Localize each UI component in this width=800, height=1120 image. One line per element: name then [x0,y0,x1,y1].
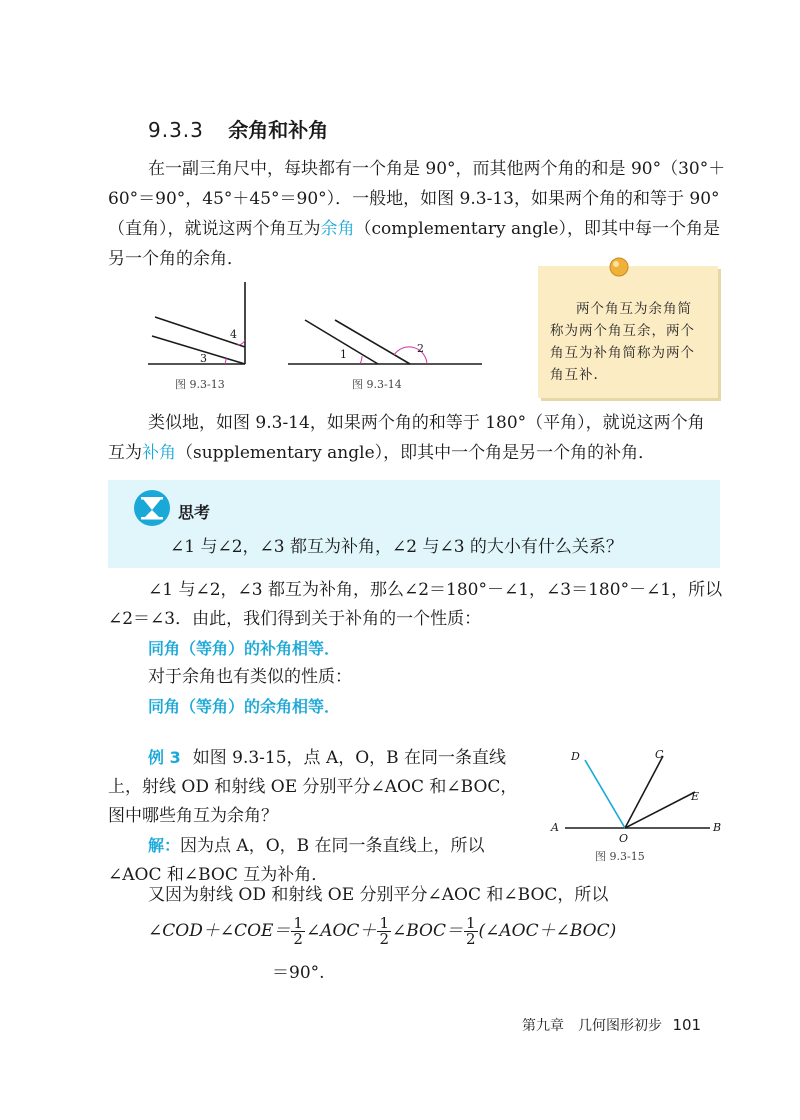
figures-13-14 [130,272,510,398]
solution-line-1 [108,831,538,861]
answer-line-1: ∠1 与∠2，∠3 都互为补角，那么∠2＝180°－∠1，∠3＝180°－∠1，所以 [148,580,723,600]
equation [148,913,616,949]
fraction-half-3 [464,916,478,947]
fig13-label-4: 4 [230,328,237,341]
fig15-label-C: C [655,748,664,761]
section-number: 9.3.3 [148,118,204,142]
fig14-label-2: 2 [417,342,424,355]
example-line-3: 图中哪些角互为余角？ [108,806,278,826]
frac-den: 2 [379,930,389,948]
frac-num: 1 [293,914,303,932]
eq-result: ＝90°. [272,963,325,983]
frac-num: 1 [379,914,389,932]
supp-line-2-post: （supplementary angle），即其中一个角是另一个角的补角． [176,443,656,463]
frac-den: 2 [465,930,476,948]
figure-9-3-15 [545,742,735,870]
frac-den: 2 [293,930,303,948]
fig14-label-1: 1 [340,348,347,361]
intro-line-3-pre: （直角），就说这两个角互为 [108,219,321,239]
fig15-label-E: E [691,790,700,803]
supp-line-1: 类似地，如图 9.3-14，如果两个角的和等于 180°（平角），就说这两个角 [148,413,705,433]
eq-part-2: ∠AOC＋ [305,921,377,941]
note-line-2: 称为两个角互余，两个 [550,323,695,339]
fig13-arc-3 [225,358,226,364]
fig15-label-O: O [619,832,629,845]
note-line-4: 角互补. [550,367,599,383]
fig14-caption: 图 9.3-14 [352,378,402,391]
intro-line-2: 60°＝90°，45°＋45°＝90°）．一般地，如图 9.3-13，如果两个角的和等于 90° [108,189,720,209]
section-title: 余角和补角 [228,118,329,142]
solution-line-1-text: 因为点 A，O，B 在同一条直线上，所以 [180,836,485,856]
solution-line-3: 又因为射线 OD 和射线 OE 分别平分∠AOC 和∠BOC，所以 [148,885,609,905]
term-supplementary: 补角 [142,443,176,463]
supp-line-2 [108,438,728,468]
note-line-3: 角互为补角简称为两个 [550,345,695,361]
think-title: 思考 [178,503,211,522]
note-line-1: 两个角互为余角简 [576,301,692,317]
eq-part-3: ∠BOC＝ [391,921,463,941]
example-label: 例 3 [148,748,181,767]
think-icon [132,488,172,528]
fig15-caption: 图 9.3-15 [595,850,645,863]
example-line-1 [108,743,538,773]
example-line-2: 上，射线 OD 和射线 OE 分别平分∠AOC 和∠BOC， [108,777,518,797]
eq-part-1: ∠COD＋∠COE＝ [148,921,291,941]
intro-line-4: 另一个角的余角． [108,249,244,269]
intro-line-3-post: （complementary angle），即其中每一个角是 [354,219,720,239]
fig15-label-A: A [551,821,559,834]
answer-line-2: ∠2＝∠3．由此，我们得到关于补角的一个性质： [108,609,482,629]
answer-line-3: 对于余角也有类似的性质： [148,667,352,687]
think-box [108,480,720,568]
section-heading [148,114,328,143]
fig13-label-3: 3 [200,352,207,365]
fig15-ray-OC [625,756,663,828]
fig15-label-D: D [571,750,580,763]
supp-line-2-pre: 互为 [108,443,142,463]
property-complementary: 同角（等角）的余角相等． [148,697,341,716]
pushpin-icon [606,254,632,280]
intro-line-3 [108,214,728,244]
answer-paragraph [108,576,728,721]
fig15-ray-OD [585,760,625,828]
think-question: ∠1 与∠2，∠3 都互为补角，∠2 与∠3 的大小有什么关系？ [170,537,623,557]
figure-9-3-14 [288,320,482,364]
property-supplementary: 同角（等角）的补角相等． [148,639,341,658]
supplementary-paragraph [108,408,728,468]
footer-chapter: 第九章 几何图形初步 [522,1018,662,1034]
fig15-ray-OE [625,792,695,828]
intro-paragraph [108,154,728,274]
sticky-note [538,266,718,398]
note-text [550,298,710,386]
example-3 [108,743,538,890]
fig15-label-B: B [713,821,722,834]
example-line-1-text: 如图 9.3-15，点 A，O，B 在同一条直线 [192,748,507,768]
fraction-half-2 [377,916,391,947]
frac-num: 1 [465,914,476,932]
figure-9-3-13 [148,282,245,364]
page-footer [522,1015,701,1035]
fig13-caption: 图 9.3-13 [175,378,225,391]
solution-line-2: ∠AOC 和∠BOC 互为补角． [108,865,329,885]
fraction-half-1 [291,916,305,947]
fig14-arc-1 [360,356,362,364]
solution-label: 解： [148,836,181,855]
intro-line-1: 在一副三角尺中，每块都有一个角是 90°，而其他两个角的和是 90°（30°＋ [148,159,726,179]
eq-part-4: (∠AOC＋∠BOC) [478,921,617,941]
term-complementary: 余角 [320,219,355,239]
page-number: 101 [672,1016,702,1034]
